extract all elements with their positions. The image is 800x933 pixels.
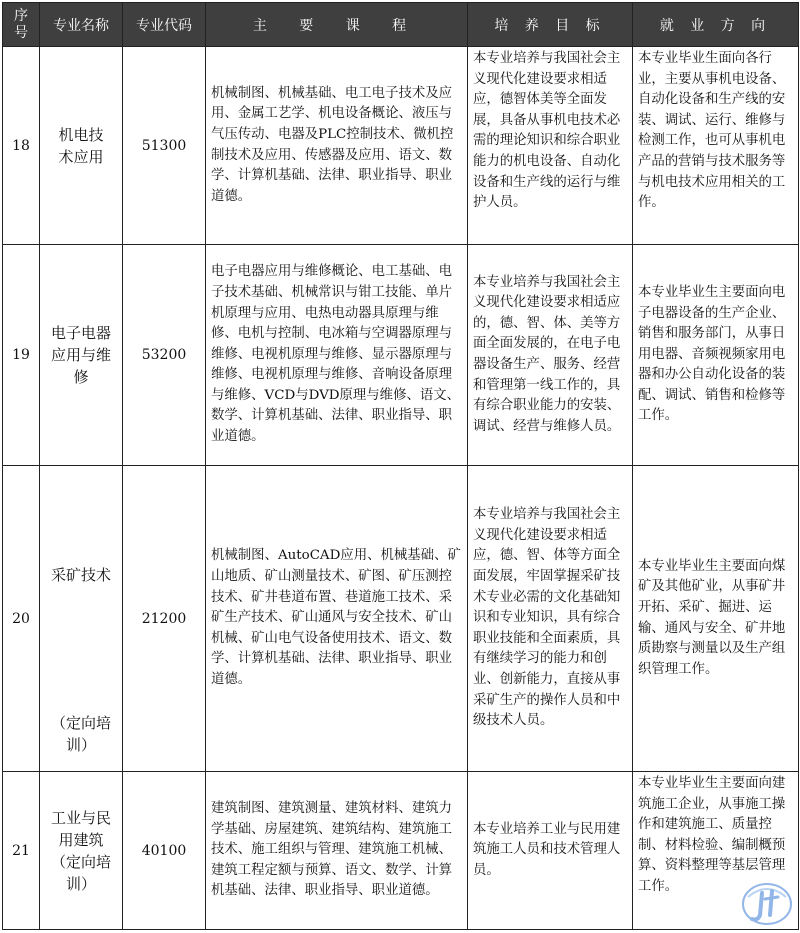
row-number: 21: [3, 772, 40, 930]
specialty-name-cell: [40, 466, 123, 772]
specialty-code: 51300: [123, 47, 206, 245]
specialty-code: 40100: [123, 772, 206, 930]
table-row: [3, 466, 799, 772]
header-goal: 培 养 目 标: [468, 3, 633, 47]
career-direction: 本专业毕业生面向各行业，主要从事机电设备、自动化设备和生产线的安装、调试、运行、维修与检测工作，也可从事机电产品的营销与技术服务等与机电技术应用相关的工作。: [633, 47, 799, 245]
table-row: [3, 245, 799, 466]
main-courses: 电子电器应用与维修概论、电工基础、电子技术基础、机械常识与钳工技能、单片机原理与应用、电热电动器具原理与维修、电机与控制、电冰箱与空调器原理与维修、电视机原理与维修、显示器原理与维修、电视机原理与维修、音响设备原理与维修、VCD与DVD原理与维修、语文、数学、计算机基础、法律、职业指导、职业道德。: [206, 245, 468, 466]
specialty-table: [2, 2, 799, 930]
row-number: 18: [3, 47, 40, 245]
training-goal: 本专业培养工业与民用建筑施工人员和技术管理人员。: [468, 772, 633, 930]
specialty-name: 电子电器应用与维修: [40, 245, 123, 466]
watermark-logo-icon: [740, 875, 794, 929]
training-goal: 本专业培养与我国社会主义现代化建设要求相适应的，德、智、体、美等方面全面发展的，在电子电器设备生产、服务、经营和管理第一线工作的，具有综合职业能力的安装、调试、经营与维修人员。: [468, 245, 633, 466]
table-header-row: [3, 3, 799, 47]
specialty-code: 21200: [123, 466, 206, 772]
training-goal: 本专业培养与我国社会主义现代化建设要求相适应，德智体美等全面发展，具备从事机电技术必需的理论知识和综合职业能力的机电设备、自动化设备和生产线的运行与维护人员。: [468, 47, 633, 245]
table-row: [3, 47, 799, 245]
specialty-name: 工业与民用建筑（定向培训）: [40, 772, 123, 930]
table-row: [3, 772, 799, 930]
career-direction: 本专业毕业生主要面向电子电器设备的生产企业、销售和服务部门，从事日用电器、音频视频家用电器和办公自动化设备的装配、调试、销售和检修等工作。: [633, 245, 799, 466]
header-seq: 序号: [3, 3, 40, 47]
header-career: 就 业 方 向: [633, 3, 799, 47]
main-courses: 建筑制图、建筑测量、建筑材料、建筑力学基础、房屋建筑、建筑结构、建筑施工技术、施工组织与管理、建筑施工机械、建筑工程定额与预算、语文、数学、计算机基础、法律、职业指导、职业道德。: [206, 772, 468, 930]
row-number: 19: [3, 245, 40, 466]
header-code: 专业代码: [123, 3, 206, 47]
career-direction: 本专业毕业生主要面向建筑施工企业，从事施工操作和建筑施工、质量控制、材料检验、编制概预算、资料整理等基层管理工作。: [633, 772, 799, 930]
specialty-note: （定向培训）: [50, 714, 111, 754]
career-direction: 本专业毕业生主要面向煤矿及其他矿业，从事矿井开拓、采矿、掘进、运输、通风与安全、矿井地质勘察与测量以及生产组织管理工作。: [633, 466, 799, 772]
specialty-name: 机电技术应用: [40, 47, 123, 245]
main-courses: 机械制图、AutoCAD应用、机械基础、矿山地质、矿山测量技术、矿图、矿压测控技术、矿井巷道布置、巷道施工技术、采矿生产技术、矿山通风与安全技术、矿山机械、矿山电气设备使用技术、语文、数学、计算机基础、法律、职业指导、职业道德。: [206, 466, 468, 772]
row-number: 20: [3, 466, 40, 772]
header-name: 专业名称: [40, 3, 123, 47]
header-courses: 主 要 课 程: [206, 3, 468, 47]
specialty-code: 53200: [123, 245, 206, 466]
specialty-name: 采矿技术: [50, 566, 111, 584]
main-courses: 机械制图、机械基础、电工电子技术及应用、金属工艺学、机电设备概论、液压与气压传动、电器及PLC控制技术、微机控制技术及应用、传感器及应用、语文、数学、计算机基础、法律、职业指导、职业道德。: [206, 47, 468, 245]
training-goal: 本专业培养与我国社会主义现代化建设要求相适应，德、智、体等方面全面发展，牢固掌握采矿技术专业必需的文化基础知识和专业知识，具有综合职业技能和全面素质，具有继续学习的能力和创业、创新能力，直接从事采矿生产的操作人员和中级技术人员。: [468, 466, 633, 772]
